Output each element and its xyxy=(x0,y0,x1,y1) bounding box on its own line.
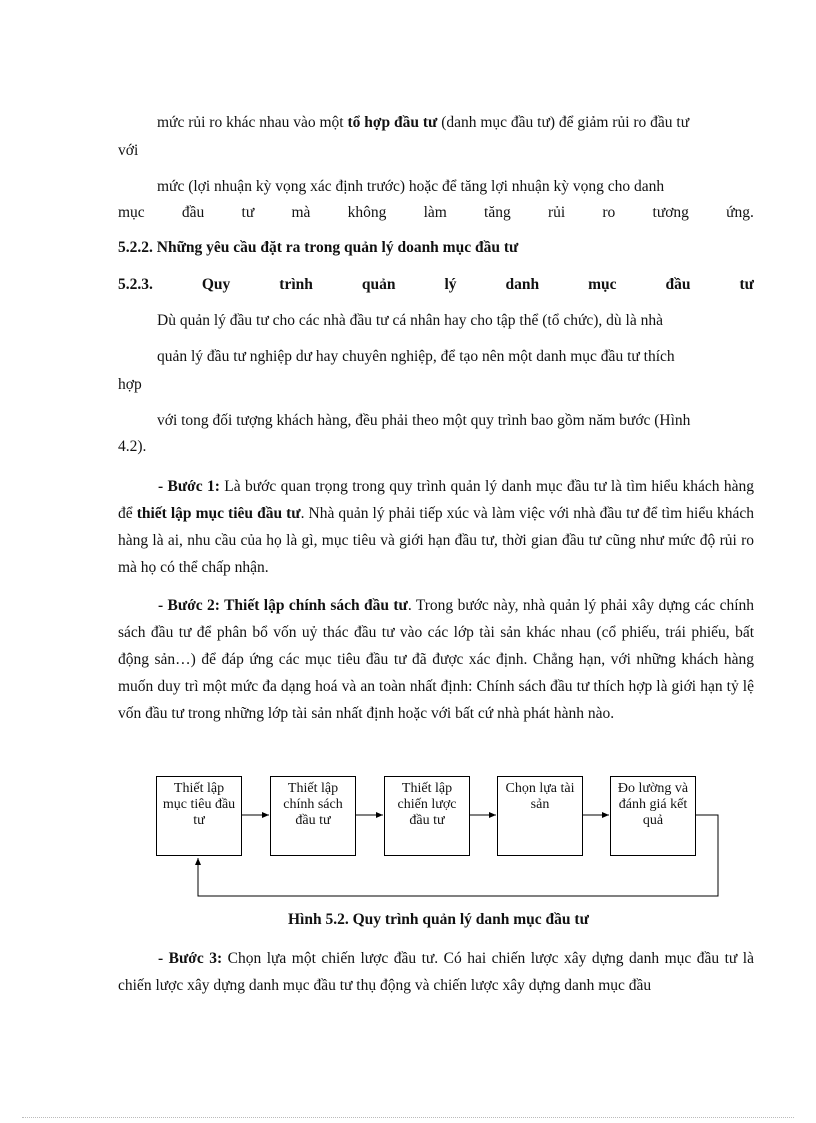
p3-line2: quản lý đầu tư nghiệp dư hay chuyên nghiệp, để tạo nên một danh mục đầu tư thích xyxy=(157,348,675,365)
p2-line1: mức (lợi nhuận kỳ vọng xác định trước) hoặc để tăng lợi nhuận kỳ vọng cho danh xyxy=(157,178,665,195)
word: đầu xyxy=(665,276,691,293)
text: . Nhà quản lý phải tiếp xúc và làm việc với nhà đầu tư để tìm hiểu khách hàng là ai, nhu cầu của họ là gì, mục tiêu và giới hạn đầu tư, thời gian đầu tư cũng như mức độ rủi ro mà họ có thể chấp nhận. xyxy=(118,505,755,576)
box-text: mục tiêu đầu xyxy=(162,797,236,812)
step-label: - Bước 2: Thiết lập chính sách đầu tư xyxy=(158,597,408,614)
page-bottom-rule xyxy=(22,1117,794,1118)
word: làm xyxy=(423,204,447,221)
box-text: chiến lược xyxy=(397,797,457,812)
word: ro xyxy=(602,204,616,221)
box-text: Đo lường và xyxy=(617,781,689,796)
word: không xyxy=(347,204,387,221)
diagram-box-4 xyxy=(497,776,583,856)
word: trình xyxy=(279,276,313,293)
word: lý xyxy=(444,276,457,293)
word: mục xyxy=(118,204,145,221)
text: Là bước quan trọng trong quy trình quản lý danh mục đầu tư là tìm hiểu khách hàng để xyxy=(118,478,754,522)
text: mức rủi ro khác nhau vào một xyxy=(157,114,348,131)
word: tư xyxy=(241,204,255,221)
step-label: - Bước 1: xyxy=(158,478,220,495)
p3-line3: hợp xyxy=(118,376,142,393)
heading-5-2-2: 5.2.2. Những yêu cầu đặt ra trong quản lý doanh mục đầu tư xyxy=(118,239,519,256)
text: Chọn lựa một chiến lược đầu tư. Có hai chiến lược xây dựng danh mục đầu tư là chiến lược xây dựng danh mục đầu tư thụ động và chiến lược xây dựng danh mục đầu xyxy=(118,950,754,994)
word: mà xyxy=(291,204,311,221)
word: Quy xyxy=(201,276,231,293)
box-text: sản xyxy=(530,797,550,812)
box-text: đầu tư xyxy=(295,813,331,828)
diagram-box-1 xyxy=(156,776,242,856)
diagram-box-3 xyxy=(384,776,470,856)
box-text: đầu tư xyxy=(409,813,445,828)
word: danh xyxy=(505,276,540,293)
box-text: Thiết lập xyxy=(173,781,225,796)
text: . Trong bước này, nhà quản lý phải xây dựng các chính sách đầu tư để phân bổ vốn uỷ thác đầu tư vào các lớp tài sản khác nhau (cổ phiếu, trái phiếu, bất động sản…) để đáp ứng các mục tiêu đầu tư đã được xác định. Chẳng hạn, với những khách hàng muốn duy trì một mức đa dạng hoá và an toàn nhất định: Chính sách đầu tư thích hợp là giới hạn tỷ lệ vốn đầu tư trong những lớp tài sản nhất định hoặc với bất cứ nhà phát hành nào. xyxy=(118,597,754,722)
box-text: Thiết lập xyxy=(287,781,339,796)
box-text: tư xyxy=(193,813,205,828)
step-label: - Bước 3: xyxy=(158,950,223,967)
heading-5-2-3 xyxy=(118,275,754,295)
text: (danh mục đầu tư) để giảm rủi ro đầu tư xyxy=(437,114,690,131)
diagram-box-2 xyxy=(270,776,356,856)
word: tăng xyxy=(484,204,511,221)
word: ứng. xyxy=(726,204,754,221)
box-text: quả xyxy=(642,813,664,828)
step1-paragraph xyxy=(118,473,754,581)
figure-caption: Hình 5.2. Quy trình quản lý danh mục đầu tư xyxy=(288,911,589,928)
bold-term: thiết lập mục tiêu đầu tư xyxy=(136,505,301,522)
box-text: Thiết lập xyxy=(401,781,453,796)
word: rủi xyxy=(547,204,566,221)
p1-line1 xyxy=(157,113,689,133)
box-text: chính sách xyxy=(283,797,343,812)
box-text: đánh giá kết xyxy=(618,797,688,812)
p3-line4: với tong đối tượng khách hàng, đều phải theo một quy trình bao gồm năm bước (Hình xyxy=(157,412,691,429)
p1-line2: với xyxy=(118,142,139,159)
step3-paragraph xyxy=(118,945,754,999)
p3-line5: 4.2). xyxy=(118,438,147,455)
word: mục xyxy=(588,276,617,293)
step2-paragraph xyxy=(118,592,754,727)
word: tư xyxy=(739,276,754,293)
box-text: Chọn lựa tài xyxy=(505,781,575,796)
word: quản xyxy=(361,276,396,293)
word: 5.2.3. xyxy=(118,276,153,293)
p3-line1: Dù quản lý đầu tư cho các nhà đầu tư cá nhân hay cho tập thể (tổ chức), dù là nhà xyxy=(157,312,663,329)
bold-term: tổ hợp đầu tư xyxy=(347,114,438,131)
word: đầu xyxy=(181,204,205,221)
word: tương xyxy=(652,204,689,221)
diagram-box-5 xyxy=(610,776,696,856)
p2-line2 xyxy=(118,203,754,223)
